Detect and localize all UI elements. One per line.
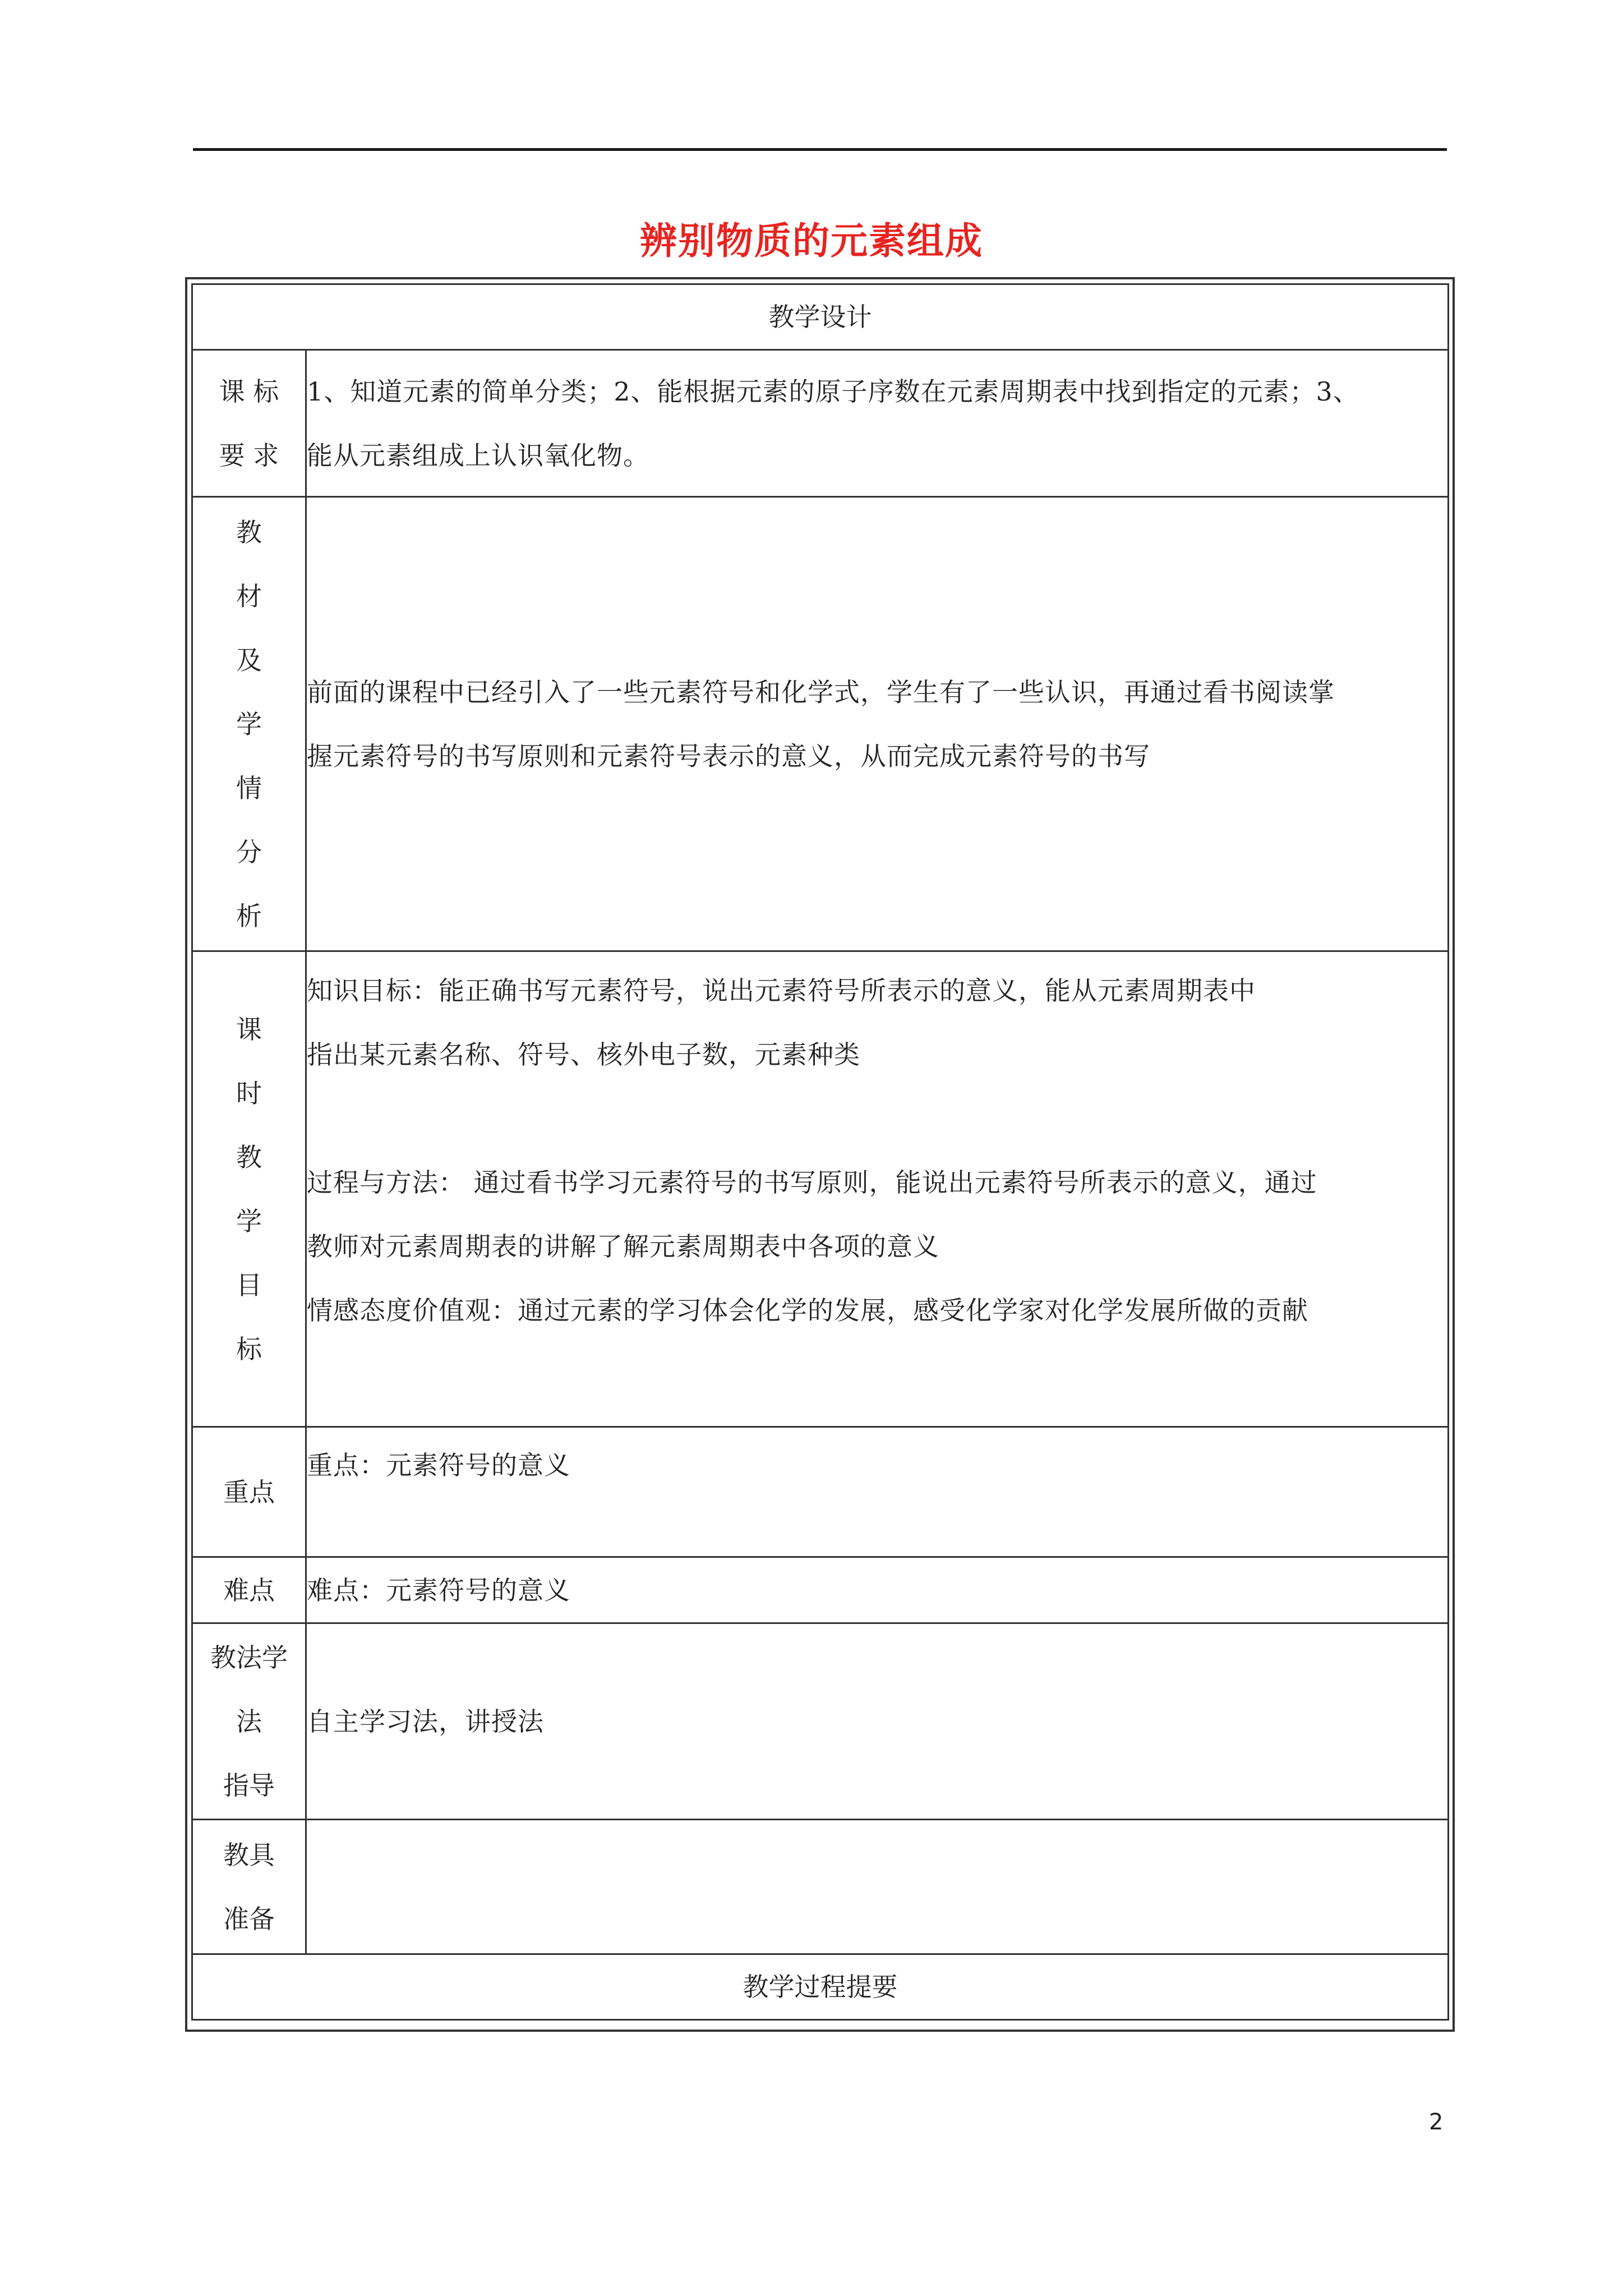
label-line: 标 <box>236 1333 262 1364</box>
label-line: 目 <box>236 1269 262 1300</box>
label-teaching-methods <box>192 1623 306 1820</box>
teaching-design-table <box>191 283 1449 2021</box>
content-lesson-objectives <box>306 951 1449 1427</box>
label-material-analysis <box>192 497 306 951</box>
row-lesson-objectives <box>192 951 1449 1427</box>
paragraph-gap <box>307 1087 1447 1151</box>
content-line: 情感态度价值观：通过元素的学习体会化学的发展，感受化学家对化学发展所做的贡献 <box>307 1295 1308 1326</box>
content-line: 前面的课程中已经引入了一些元素符号和化学式，学生有了一些认识，再通过看书阅读掌 <box>307 677 1335 707</box>
row-teaching-aids <box>192 1820 1449 1954</box>
label-line: 教 <box>236 517 262 547</box>
row-difficulties <box>192 1557 1449 1623</box>
label-line: 学 <box>236 1205 262 1236</box>
label-line: 教 <box>236 1142 262 1172</box>
label-line: 材 <box>236 581 262 611</box>
label-line: 及 <box>236 645 262 675</box>
label-line: 时 <box>236 1078 262 1108</box>
content-difficulties: 难点：元素符号的意义 <box>306 1557 1449 1623</box>
label-line: 教法学 <box>210 1642 288 1673</box>
label-teaching-aids <box>192 1820 306 1954</box>
row-material-analysis <box>192 497 1449 951</box>
label-line: 教具 <box>223 1839 275 1870</box>
content-teaching-methods: 自主学习法，讲授法 <box>306 1623 1449 1820</box>
label-line: 课 <box>236 1014 262 1045</box>
page-number: 2 <box>1429 2109 1444 2135</box>
label-line: 课 标 <box>219 376 279 407</box>
label-line: 准备 <box>223 1903 275 1934</box>
label-line: 情 <box>236 772 262 803</box>
label-curriculum-requirements <box>192 350 306 497</box>
content-line: 教师对元素周期表的讲解了解元素周期表中各项的意义 <box>307 1231 939 1262</box>
table-header-teaching-design: 教学设计 <box>192 284 1449 350</box>
header-rule <box>193 148 1447 151</box>
table-header-teaching-process: 教学过程提要 <box>192 1954 1449 2020</box>
row-curriculum-requirements <box>192 350 1449 497</box>
content-line: 过程与方法： 通过看书学习元素符号的书写原则，能说出元素符号所表示的意义，通过 <box>307 1167 1317 1198</box>
row-teaching-methods <box>192 1623 1449 1820</box>
content-line: 握元素符号的书写原则和元素符号表示的意义，从而完成元素符号的书写 <box>307 740 1150 771</box>
label-key-points: 重点 <box>192 1427 306 1557</box>
label-line: 分 <box>236 836 262 867</box>
label-line: 指导 <box>223 1770 275 1801</box>
content-line: 知识目标：能正确书写元素符号，说出元素符号所表示的意义，能从元素周期表中 <box>307 976 1256 1006</box>
label-difficulties: 难点 <box>192 1557 306 1623</box>
label-line: 要 求 <box>219 440 279 471</box>
table-footer-row <box>192 1954 1449 2020</box>
content-teaching-aids <box>306 1820 1449 1954</box>
document-title: 辨别物质的元素组成 <box>640 219 983 263</box>
content-line: 1、知道元素的简单分类；2、能根据元素的原子序数在元素周期表中找到指定的元素；3、 <box>307 376 1359 407</box>
content-key-points: 重点：元素符号的意义 <box>306 1427 1449 1557</box>
label-lesson-objectives <box>192 951 306 1427</box>
label-line: 法 <box>236 1706 262 1737</box>
content-curriculum-requirements <box>306 350 1449 497</box>
label-line: 析 <box>236 900 262 931</box>
label-line: 学 <box>236 708 262 739</box>
row-key-points <box>192 1427 1449 1557</box>
table-header-row <box>192 284 1449 350</box>
content-line: 指出某元素名称、符号、核外电子数，元素种类 <box>307 1039 860 1070</box>
content-line: 能从元素组成上认识氧化物。 <box>307 440 649 471</box>
content-material-analysis <box>306 497 1449 951</box>
